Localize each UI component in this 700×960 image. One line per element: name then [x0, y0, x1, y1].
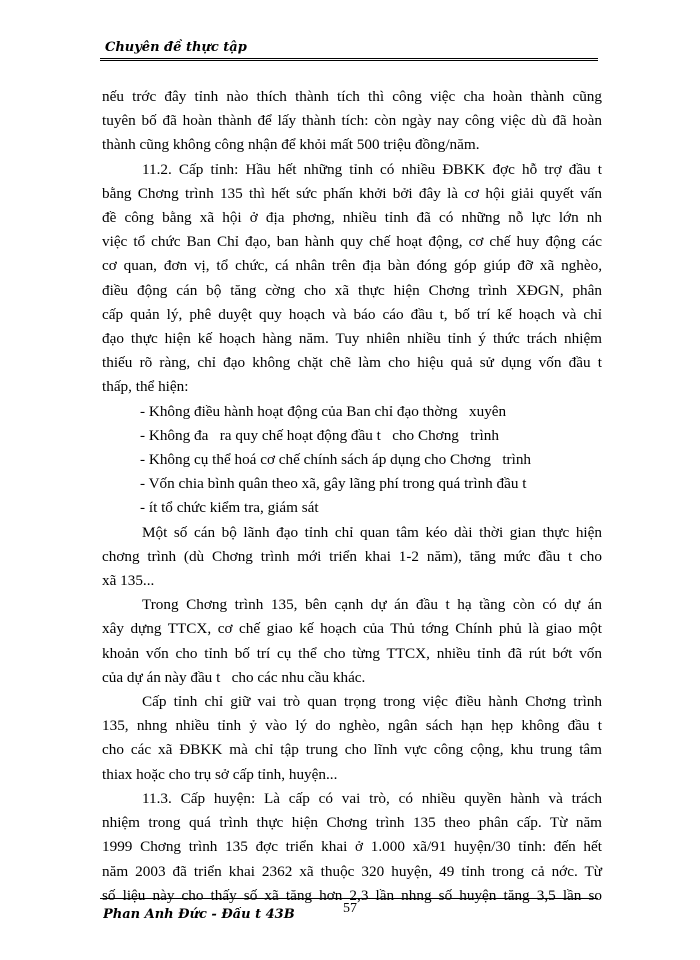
text-line: Một số cán bộ lãnh đạo tỉnh chỉ quan tâm kéo dài thời gian thực hiện: [142, 523, 602, 541]
text-line: thành cũng không công nhận để khỏi mất 500 triệu đồng/năm.: [102, 136, 480, 154]
text-line: xã 135...: [102, 572, 155, 590]
text-line: đề công bằng xã hội ở địa phơng, nhiều tỉnh đã có những nỗ lực lớn nh: [102, 209, 602, 227]
text-line: thấp, thể hiện:: [102, 378, 189, 396]
text-line: 1999 Chơng trình 135 đợc triển khai ở 1.000 xã/91 huyện/30 tỉnh: đến hết: [102, 838, 602, 856]
footer-rule: [100, 898, 598, 899]
text-line: cấp quản lý, phê duyệt quy hoạch và báo cáo đầu t, bố trí kế hoạch và chỉ: [102, 305, 602, 323]
page-number: 57: [343, 901, 357, 916]
text-line: thiếu rõ ràng, chỉ đạo không chặt chẽ làm cho hiệu quả sử dụng vốn đầu t: [102, 354, 602, 372]
text-line: đạo thực hiện kế hoạch hàng năm. Tuy nhiên nhiều tỉnh ý thức trách nhiệm: [102, 330, 602, 348]
text-line: - Không đa ra quy chế hoạt động đầu t cho Chơng trình: [140, 426, 499, 444]
text-line: Cấp tỉnh chỉ giữ vai trò quan trọng trong việc điều hành Chơng trình: [142, 693, 602, 711]
body-text: [102, 85, 602, 908]
text-line: thiax hoặc cho trụ sở cấp tỉnh, huyện...: [102, 765, 338, 783]
text-line: việc tổ chức Ban Chỉ đạo, ban hành quy chế hoạt động, cơ chế huy động các: [102, 233, 602, 251]
running-header: Chuyên đề thực tập: [105, 40, 247, 55]
text-line: điều động cán bộ tăng cờng cho xã thực hiện Chơng trình XĐGN, phân: [102, 281, 602, 299]
text-line: - ít tổ chức kiểm tra, giám sát: [140, 499, 319, 517]
text-line: - Không cụ thể hoá cơ chế chính sách áp dụng cho Chơng trình: [140, 451, 532, 469]
text-line: cho các xã ĐBKK mà chỉ tập trung cho lĩnh vực công cộng, khu trung tâm: [102, 741, 602, 759]
text-line: xây dựng TTCX, cơ chế giao kế hoạch của Thủ tớng Chính phủ là giao một: [102, 620, 602, 638]
text-line: khoản vốn cho tỉnh bố trí cụ thể cho từng TTCX, nhiều tỉnh đã rút bớt vốn: [102, 644, 602, 662]
text-line: bằng Chơng trình 135 thì hết sức phấn khởi bởi đây là cơ hội giải quyết vấn: [102, 184, 602, 202]
text-line: nếu trớc đây tỉnh nào thích thành tích thì công việc cha hoàn thành cũng: [102, 88, 602, 105]
footer-author: Phan Anh Đức - Đầu t 43B: [103, 907, 295, 921]
text-line: 11.3. Cấp huyện: Là cấp có vai trò, có nhiều quyền hành và trách: [142, 789, 602, 807]
text-line: năm 2003 đã triển khai 2362 xã thuộc 320 huyện, 49 tỉnh trong cả nớc. Từ: [102, 862, 602, 880]
header-rule: [100, 58, 598, 61]
text-line: số liệu này cho thấy số xã tăng hơn 2,3 lần nhng số huyện tăng 3,5 lần so: [102, 886, 602, 904]
text-line: - Không điều hành hoạt động của Ban chỉ đạo thờng xuyên: [140, 402, 507, 420]
text-line: cơ quan, đơn vị, tổ chức, cá nhân trên địa bàn đóng góp giúp đỡ xã nghèo,: [102, 257, 602, 275]
text-line: chơng trình (dù Chơng trình mới triển khai 1-2 năm), tăng mức đầu t cho: [102, 547, 602, 565]
text-line: - Vốn chia bình quân theo xã, gây lãng phí trong quá trình đầu t: [140, 475, 527, 493]
text-line: nhiệm trong quá trình thực hiện Chơng trình 135 theo phân cấp. Từ năm: [102, 814, 602, 832]
text-line: 11.2. Cấp tỉnh: Hầu hết những tỉnh có nhiều ĐBKK đợc hỗ trợ đầu t: [142, 160, 602, 178]
text-line: 135, nhng nhiều tỉnh ỷ vào lý do nghèo, ngân sách hạn hẹp không đầu t: [102, 717, 602, 735]
text-line: Trong Chơng trình 135, bên cạnh dự án đầu t hạ tầng còn có dự án: [142, 596, 602, 614]
text-line: của dự án này đầu t cho các nhu cầu khác.: [102, 668, 366, 686]
text-line: tuyên bố đã hoàn thành để lấy thành tích: còn ngày nay công việc dù đã hoàn: [102, 112, 602, 130]
